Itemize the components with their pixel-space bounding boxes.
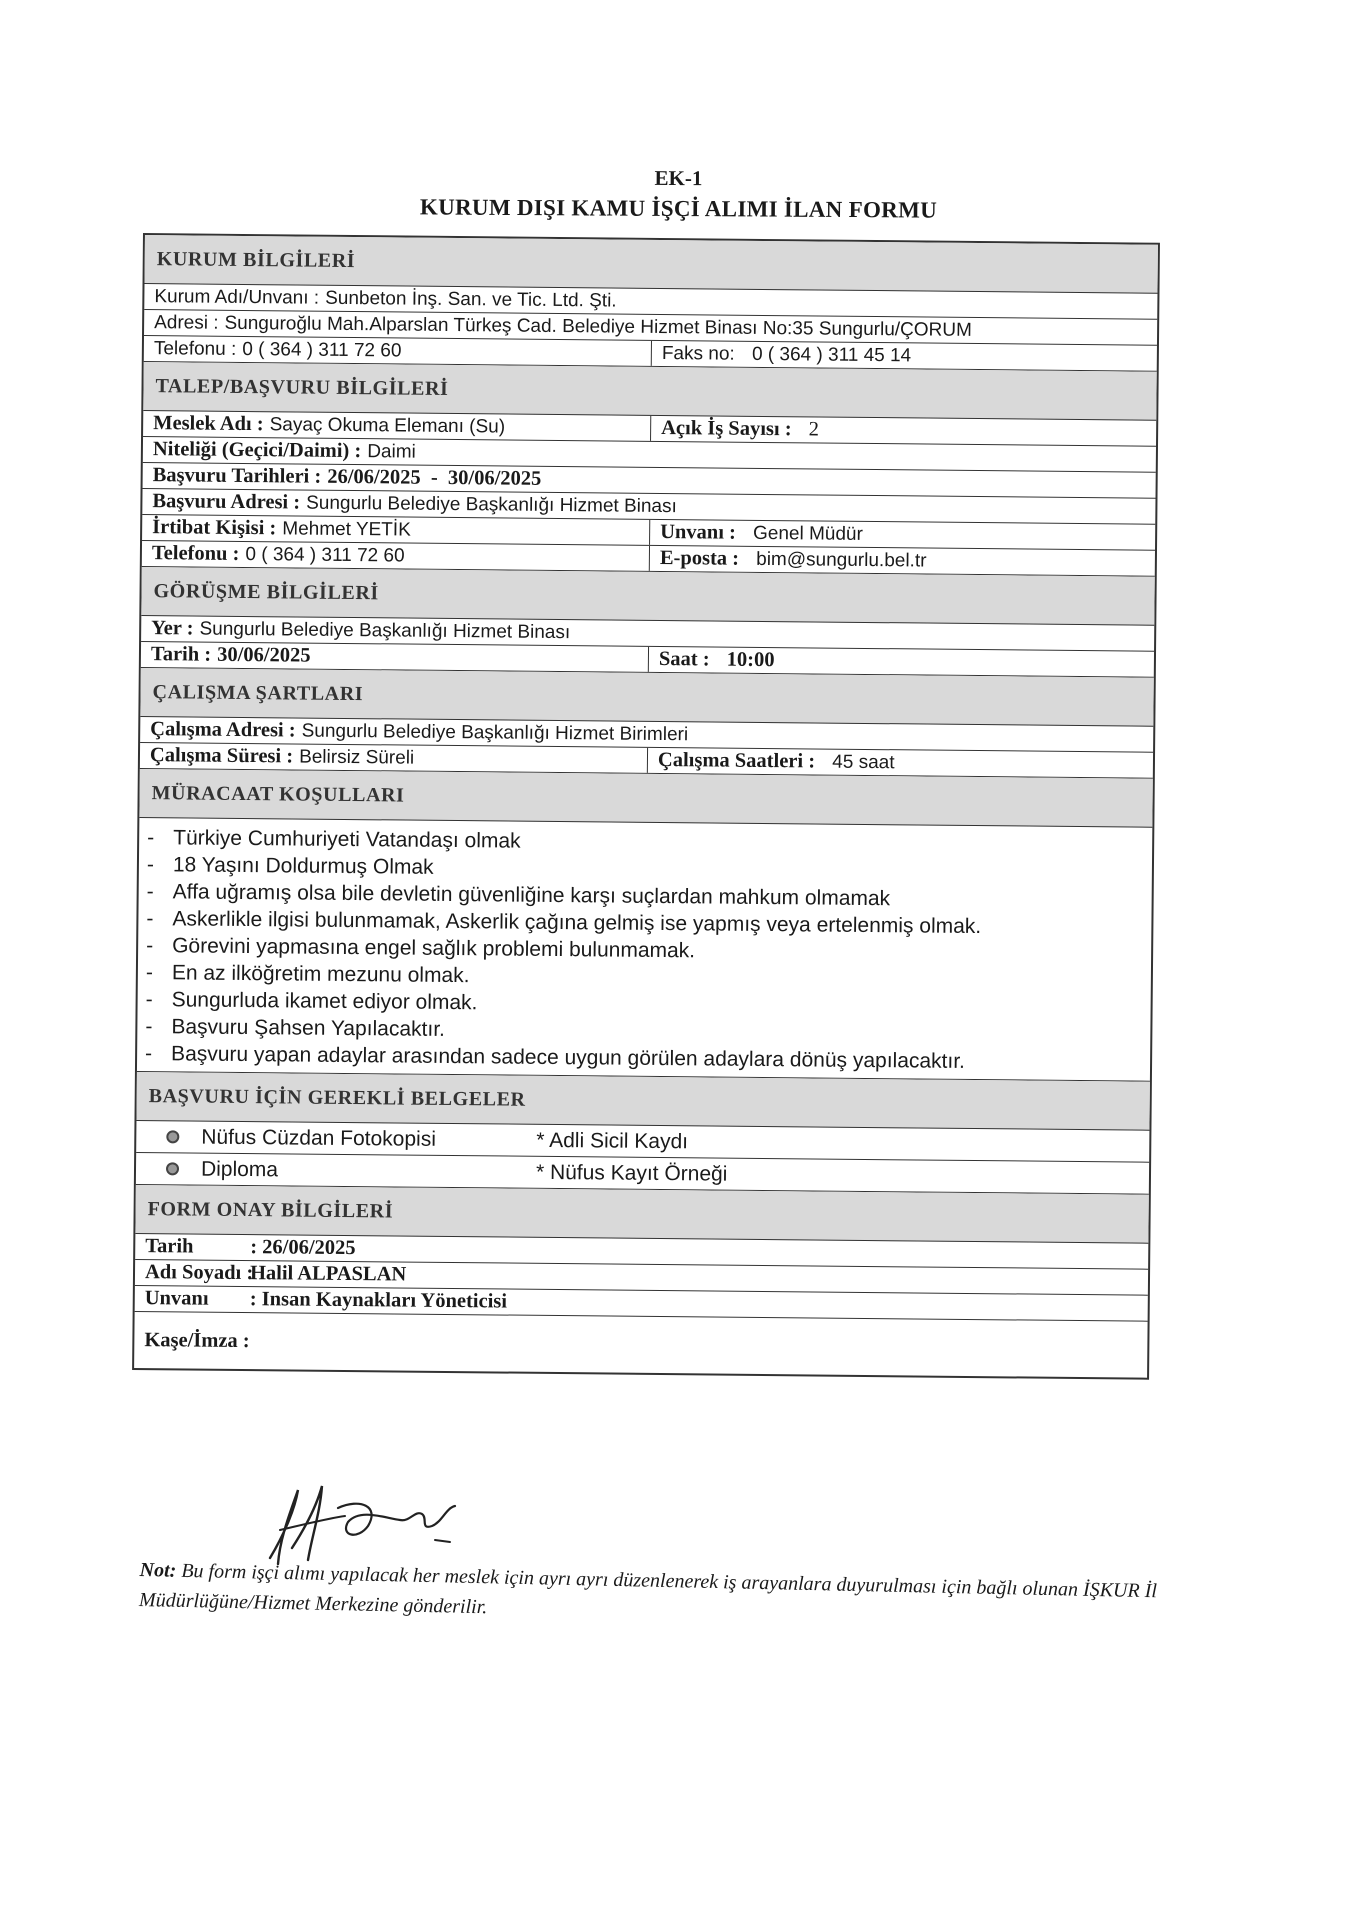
job-posting-form	[132, 233, 1160, 1380]
onay-ad-value: Halil ALPASLAN	[249, 1262, 407, 1286]
talep-telefon-label: Telefonu :	[151, 542, 240, 565]
section-belgeler: BAŞVURU İÇİN GEREKLİ BELGELER	[136, 1072, 1149, 1131]
kurum-ad-value: Sunbeton İnş. San. ve Tic. Ltd. Şti.	[325, 287, 617, 312]
kurum-ad-label: Kurum Adı/Unvanı :	[154, 285, 320, 309]
eposta-label: E-posta :	[659, 546, 740, 570]
irtibat-unvan-value: Genel Müdür	[752, 522, 863, 545]
onay-kase-row	[134, 1312, 1147, 1378]
irtibat-unvan-label: Unvanı :	[660, 520, 737, 544]
signature-image	[250, 1478, 480, 1568]
gorusme-saat-value: 10:00	[726, 648, 775, 672]
documents-list	[136, 1121, 1150, 1195]
list-item: - Türkiye Cumhuriyeti Vatandaşı olmak	[147, 825, 521, 853]
note-text: Bu form işçi alımı yapılacak her meslek için ayrı ayrı düzenlenerek iş arayanlara duyurulması için bağlı olunan İŞKUR İl Müdürlüğüne/Hizmet Merkezine gönderilir.	[138, 1559, 1158, 1619]
note-label: Not:	[139, 1558, 177, 1582]
calisma-sure-value: Belirsiz Süreli	[299, 746, 415, 769]
basvuru-adres-label: Başvuru Adresi :	[152, 490, 301, 514]
onay-ad-label: Adı Soyadı :	[144, 1261, 254, 1285]
kurum-telefon-value: 0 ( 364 ) 311 72 60	[242, 338, 402, 361]
kurum-telefon-label: Telefonu :	[153, 337, 237, 360]
calisma-sure-label: Çalışma Süresi :	[149, 744, 294, 768]
list-item: - Başvuru Şahsen Yapılacaktır.	[145, 1014, 446, 1041]
eposta-value: bim@sungurlu.bel.tr	[756, 548, 927, 572]
basvuru-tarih-label: Başvuru Tarihleri :	[152, 464, 322, 488]
bullet-icon	[166, 1130, 179, 1143]
section-gorusme: GÖRÜŞME BİLGİLERİ	[141, 567, 1154, 626]
acik-is-value: 2	[808, 418, 820, 441]
list-item: - Affa uğramış olsa bile devletin güvenliğine karşı suçlardan mahkum olmamak	[146, 879, 891, 910]
basvuru-tarih-value: 26/06/2025 - 30/06/2025	[327, 465, 542, 490]
talep-telefon-value: 0 ( 364 ) 311 72 60	[245, 543, 405, 567]
gorusme-tarih-value: 30/06/2025	[217, 643, 311, 667]
gorusme-yer-label: Yer :	[151, 617, 194, 640]
list-item: - Askerlikle ilgisi bulunmamak, Askerlik çağına gelmiş ise yapmış veya ertelenmiş olmak.	[146, 906, 982, 938]
approval-block	[134, 1234, 1148, 1378]
doc-nufus-kayit: * Nüfus Kayıt Örneği	[535, 1160, 728, 1186]
doc-nufus-cuzdan: Nüfus Cüzdan Fotokopisi	[201, 1125, 437, 1151]
section-kurum: KURUM BİLGİLERİ	[145, 235, 1158, 294]
kurum-faks-value: 0 ( 364 ) 311 45 14	[751, 343, 912, 366]
calisma-saat-value: 45 saat	[832, 751, 895, 773]
conditions-list	[137, 818, 1152, 1082]
calisma-adres-value: Sungurlu Belediye Başkanlığı Hizmet Birimleri	[301, 720, 689, 746]
form-title: KURUM DIŞI KAMU İŞÇİ ALIMI İLAN FORMU	[419, 194, 938, 223]
basvuru-adres-value: Sungurlu Belediye Başkanlığı Hizmet Binası	[306, 492, 677, 518]
gorusme-yer-value: Sungurlu Belediye Başkanlığı Hizmet Binası	[199, 618, 571, 644]
gorusme-saat-label: Saat :	[658, 647, 710, 671]
meslek-label: Meslek Adı :	[153, 412, 264, 436]
onay-kase-label: Kaşe/İmza :	[144, 1328, 250, 1352]
irtibat-label: İrtibat Kişisi :	[152, 516, 277, 540]
doc-diploma: Diploma	[200, 1157, 279, 1181]
calisma-saat-label: Çalışma Saatleri :	[657, 748, 816, 773]
onay-tarih-label: Tarih	[145, 1235, 194, 1258]
nitelik-value: Daimi	[367, 441, 416, 463]
section-talep: TALEP/BAŞVURU BİLGİLERİ	[143, 362, 1156, 421]
irtibat-value: Mehmet YETİK	[282, 518, 411, 541]
section-onay: FORM ONAY BİLGİLERİ	[135, 1185, 1148, 1244]
bullet-icon	[166, 1162, 179, 1175]
form-footnote	[139, 1555, 1180, 1637]
calisma-adres-label: Çalışma Adresi :	[150, 718, 296, 742]
onay-unvan-value: : Insan Kaynakları Yöneticisi	[249, 1288, 508, 1313]
list-item: - 18 Yaşını Doldurmuş Olmak	[146, 852, 434, 879]
meslek-value: Sayaç Okuma Elemanı (Su)	[269, 414, 506, 438]
kurum-faks-label: Faks no:	[661, 342, 735, 365]
section-calisma: ÇALIŞMA ŞARTLARI	[140, 668, 1153, 727]
section-muracaat: MÜRACAAT KOŞULLARI	[139, 769, 1152, 828]
acik-is-label: Açık İş Sayısı :	[661, 416, 792, 441]
list-item: - Başvuru yapan adaylar arasından sadece uygun görülen adaylara dönüş yapılacaktır.	[145, 1041, 966, 1073]
nitelik-label: Niteliği (Geçici/Daimi) :	[152, 438, 362, 463]
list-item: - Görevini yapmasına engel sağlık problemi bulunmamak.	[146, 933, 696, 962]
list-item: - En az ilköğretim mezunu olmak.	[145, 960, 470, 987]
onay-unvan-label: Unvanı	[144, 1287, 209, 1310]
kurum-adres-label: Adresi :	[154, 311, 219, 334]
list-item: - Sungurluda ikamet ediyor olmak.	[145, 987, 478, 1014]
onay-tarih-value: : 26/06/2025	[250, 1236, 356, 1260]
kurum-adres-value: Sunguroğlu Mah.Alparslan Türkeş Cad. Belediye Hizmet Binası No:35 Sungurlu/ÇORUM	[224, 312, 972, 341]
form-annex-number: EK-1	[654, 165, 703, 191]
gorusme-tarih-label: Tarih :	[150, 643, 212, 666]
doc-adli-sicil: * Adli Sicil Kaydı	[536, 1128, 689, 1153]
